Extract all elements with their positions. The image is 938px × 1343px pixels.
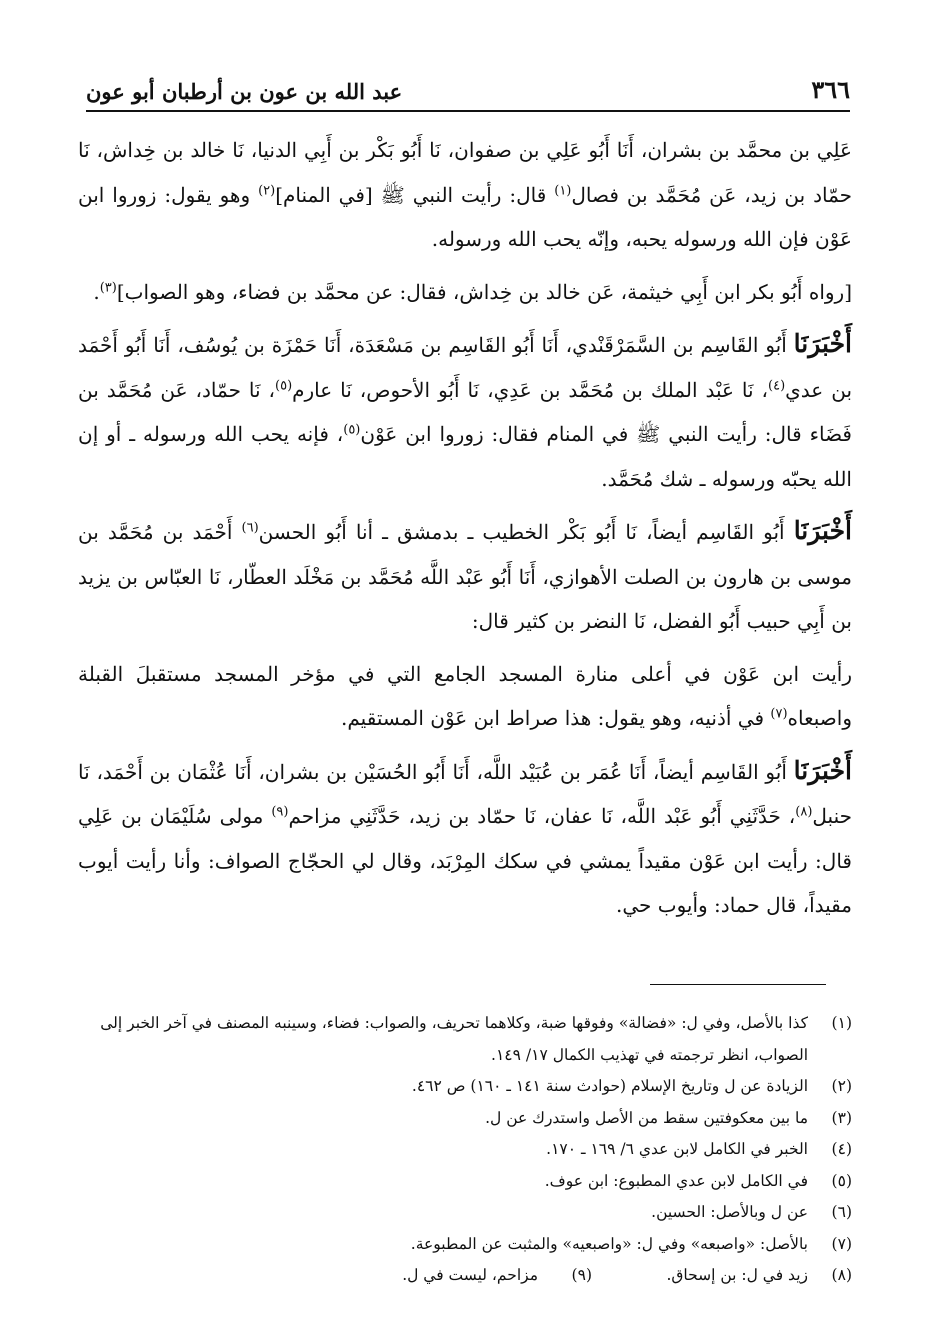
footnote-text: مزاحم، ليست في ل. [402, 1266, 538, 1284]
footnote-number: (٦) [831, 1203, 852, 1221]
footnote-item [80, 1197, 852, 1229]
akhbarana-keyword: أَخْبَرَنَا [793, 516, 853, 545]
footnote-number: (٥) [831, 1171, 852, 1190]
footnote-item [80, 1103, 852, 1135]
footnote-item [80, 1229, 852, 1261]
footnote-item [80, 1071, 852, 1103]
footnote-text: الخبر في الكامل لابن عدي ٦/ ١٦٩ ـ ١٧٠. [546, 1140, 808, 1158]
footnote-text: ما بين معكوفتين سقط من الأصل واستدرك عن ل. [485, 1108, 808, 1127]
paragraph-3: أَخْبَرَنَا أَبُو القَاسِم بن السَّمَرْقَنْدي، أَنَا أَبُو القَاسِم بن مَسْعَدَة، أَنَا حَمْزَة بن يُوسُف، أَنَا أَبُو أَحْمَد بن عدي$^{(٤)}$، نَا عَبْد الملك بن مُحَمَّد بن عَدِي، نَا أَبُو الأحوص، نَا عارم$^{(٥)}$، نَا حمّاد، عَن مُحَمَّد بن فَضَاء قال: رأيت النبي ﷺ في المنام فقال: زوروا ابن عَوْن$^{(٥)}$، فإنه يحب الله ورسوله ـ أو إن الله يحبّه ورسوله ـ شك مُحَمَّد. [78, 329, 853, 491]
paragraph-2: [رواه أَبُو بكر ابن أَبِي خيثمة، عَن خالد بن خِداش، فقال: عن محمَّد بن فضاء، وهو الصواب]$^{(٣)}$. [93, 279, 852, 304]
footnote-number: (٨) [831, 1266, 852, 1284]
footnote-item [80, 1134, 852, 1166]
footnote-number: (٧) [831, 1234, 852, 1253]
paragraph-4: أَخْبَرَنَا أَبُو القَاسِم أيضاً، نَا أَبُو بَكْر الخطيب ـ بدمشق ـ أنا أَبُو الحسن$^{(٦)}$ أَحْمَد بن مُحَمَّد بن موسى بن هارون بن الصلت الأهوازي، أَنَا أَبُو عَبْد اللَّه مُحَمَّد بن مَخْلَد العطّار، نَا العبّاس بن يزيد بن أَبِي حبيب أَبُو الفضل، نَا النضر بن كثير قال: [78, 516, 853, 633]
footnote-ref: (٤) [768, 377, 786, 393]
footnote-number: (٤) [831, 1140, 852, 1158]
footnote-item [80, 1166, 852, 1198]
footnote-text: كذا بالأصل، وفي ل: «فضالة» وفوقها ضبة، وكلاهما تحريف، والصواب: فضاء، وسينبه المصنف في آخر الخبر إلى الصواب، انظر ترجمته في تهذيب الكمال ١٧/ ١٤٩. [100, 1014, 808, 1064]
footnotes [80, 1008, 852, 1292]
footnote-number: (١) [831, 1014, 852, 1032]
footnote-ref: (٢) [258, 182, 276, 198]
footnote-ref: (٥) [275, 377, 293, 393]
footnote-ref: (٣) [99, 279, 117, 295]
footnote-item [402, 1260, 592, 1292]
footnote-ref: (٨) [795, 804, 813, 820]
footnote-ref: (٦) [241, 520, 259, 536]
footnote-item [80, 1008, 852, 1071]
footnote-number: (٩) [571, 1266, 592, 1284]
footnote-item [592, 1260, 852, 1292]
footnote-ref: (٥) [343, 422, 361, 438]
footnote-separator [650, 984, 826, 985]
footnote-number: (٣) [831, 1108, 852, 1127]
footnote-text: الزيادة عن ل وتاريخ الإسلام (حوادث سنة ١٤١ ـ ١٦٠) ص ٤٦٢. [411, 1077, 808, 1095]
main-text [78, 128, 852, 936]
running-title: عبد الله بن عون بن أرطبان أبو عون [86, 79, 403, 104]
footnote-number: (٢) [831, 1077, 852, 1095]
footnote-text: بالأصل: «واصبعه» وفي ل: «واصبعيه» والمثبت عن المطبوعة. [410, 1234, 808, 1253]
akhbarana-keyword: أَخْبَرَنَا [793, 329, 852, 358]
paragraph-5: رأيت ابن عَوْن في أعلى منارة المسجد الجامع التي في مؤخر المسجد مستقبلَ القبلة واصبعاه$^{(٧)}$ في أذنيه، وهو يقول: هذا صراط ابن عَوْن المستقيم. [78, 661, 852, 730]
footnote-text: في الكامل لابن عدي المطبوع: ابن عوف. [544, 1171, 808, 1190]
footnote-text: عن ل وبالأصل: الحسين. [651, 1203, 808, 1221]
paragraph-6: أَخْبَرَنَا أَبُو القَاسِم أيضاً، أَنَا عُمَر بن عُبَيْد اللَّه، أَنَا أَبُو الحُسَيْن بن بشران، أَنَا عُثْمَان بن أَحْمَد، نَا حنبل$^{(٨)}$، حَدَّثَنِي أَبُو عَبْد اللَّه، نَا عفان، نَا حمّاد بن زيد، حَدَّثَنِي مزاحم$^{(٩)}$ مولى سُلَيْمَان بن عَلِي قال: رأيت ابن عَوْن مقيداً يمشي في سكك المِرْبَد، وقال لي الحجّاج الصواف: وأنا رأيت أيوب مقيداً، قال حماد: وأيوب حي. [78, 755, 852, 917]
footnote-ref: (٩) [271, 804, 289, 820]
footnote-ref: (٧) [770, 706, 788, 722]
footnote-text: زيد في ل: بن إسحاق. [666, 1266, 808, 1284]
page-header [86, 70, 850, 112]
page-number: ٣٦٦ [811, 75, 850, 104]
paragraph-1: عَلِي بن محمَّد بن بشران، أَنَا أَبُو عَلِي بن صفوان، نَا أَبُو بَكْر بن أَبِي الدنيا، نَا خالد بن خِداش، نَا حمّاد بن زيد، عَن مُحَمَّد بن فصال$^{(١)}$ قال: رأيت النبي ﷺ [في المنام]$^{(٢)}$ وهو يقول: زوروا ابن عَوْن فإن الله ورسوله يحبه، وإنّه يحب الله ورسوله. [78, 138, 852, 251]
footnote-ref: (١) [554, 182, 572, 198]
footnote-row [80, 1260, 852, 1292]
akhbarana-keyword: أَخْبَرَنَا [793, 755, 852, 785]
